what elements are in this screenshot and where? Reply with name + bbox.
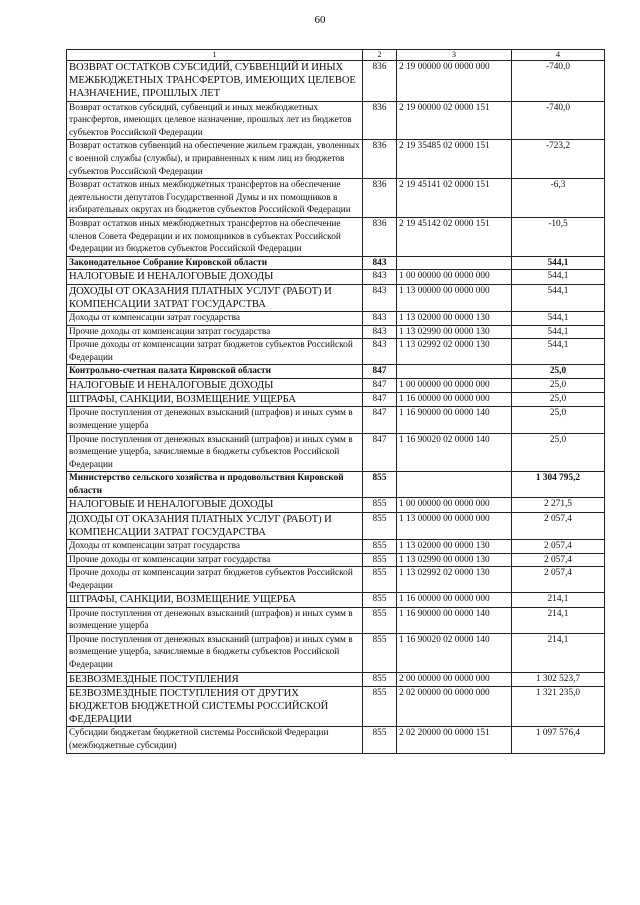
row-name-cell: НАЛОГОВЫЕ И НЕНАЛОГОВЫЕ ДОХОДЫ xyxy=(67,378,363,392)
row-admin-code-cell: 855 xyxy=(363,498,397,512)
row-amount-cell: 544,1 xyxy=(512,311,605,325)
row-admin-code-cell: 836 xyxy=(363,140,397,179)
table-row xyxy=(67,339,605,365)
column-number-row xyxy=(67,50,605,61)
row-budget-code-cell: 1 16 90000 00 0000 140 xyxy=(397,407,512,433)
row-admin-code-cell: 855 xyxy=(363,686,397,727)
row-name-cell: БЕЗВОЗМЕЗДНЫЕ ПОСТУПЛЕНИЯ ОТ ДРУГИХ БЮДЖЕТОВ БЮДЖЕТНОЙ СИСТЕМЫ РОССИЙСКОЙ ФЕДЕРАЦИИ xyxy=(67,686,363,727)
row-budget-code-cell: 1 16 90020 02 0000 140 xyxy=(397,433,512,472)
table-row xyxy=(67,101,605,140)
column-number-2: 2 xyxy=(363,50,397,61)
row-admin-code-cell: 855 xyxy=(363,472,397,498)
row-name-cell: Прочие поступления от денежных взысканий (штрафов) и иных сумм в возмещение ущерба xyxy=(67,407,363,433)
row-amount-cell: 2 057,4 xyxy=(512,512,605,539)
row-admin-code-cell: 847 xyxy=(363,393,397,407)
row-amount-cell: -740,0 xyxy=(512,101,605,140)
table-row xyxy=(67,378,605,392)
row-budget-code-cell: 1 00 00000 00 0000 000 xyxy=(397,378,512,392)
table-row xyxy=(67,284,605,311)
row-amount-cell: -10,5 xyxy=(512,217,605,256)
row-amount-cell: 2 057,4 xyxy=(512,567,605,593)
row-budget-code-cell: 1 16 00000 00 0000 000 xyxy=(397,393,512,407)
row-budget-code-cell: 1 13 02990 00 0000 130 xyxy=(397,553,512,567)
table-row xyxy=(67,140,605,179)
row-budget-code-cell: 2 02 20000 00 0000 151 xyxy=(397,727,512,753)
row-admin-code-cell: 855 xyxy=(363,567,397,593)
row-name-cell: БЕЗВОЗМЕЗДНЫЕ ПОСТУПЛЕНИЯ xyxy=(67,672,363,686)
row-amount-cell: 544,1 xyxy=(512,325,605,339)
row-name-cell: Доходы от компенсации затрат государства xyxy=(67,311,363,325)
row-budget-code-cell: 1 16 90020 02 0000 140 xyxy=(397,633,512,672)
row-name-cell: Субсидии бюджетам бюджетной системы Российской Федерации (межбюджетные субсидии) xyxy=(67,727,363,753)
table-row xyxy=(67,540,605,554)
column-number-1: 1 xyxy=(67,50,363,61)
row-admin-code-cell: 855 xyxy=(363,727,397,753)
table-row xyxy=(67,686,605,727)
row-budget-code-cell: 2 02 00000 00 0000 000 xyxy=(397,686,512,727)
table-row xyxy=(67,498,605,512)
row-name-cell: Прочие поступления от денежных взысканий (штрафов) и иных сумм в возмещение ущерба, зачисляемые в бюджеты субъектов Российской Федерации xyxy=(67,433,363,472)
row-admin-code-cell: 843 xyxy=(363,256,397,270)
row-amount-cell: 2 271,5 xyxy=(512,498,605,512)
row-admin-code-cell: 847 xyxy=(363,433,397,472)
table-row xyxy=(67,553,605,567)
row-amount-cell: 544,1 xyxy=(512,284,605,311)
column-number-4: 4 xyxy=(512,50,605,61)
row-amount-cell: 25,0 xyxy=(512,433,605,472)
table-row xyxy=(67,433,605,472)
row-amount-cell: 25,0 xyxy=(512,378,605,392)
row-admin-code-cell: 855 xyxy=(363,540,397,554)
row-budget-code-cell: 1 13 00000 00 0000 000 xyxy=(397,284,512,311)
table-row xyxy=(67,727,605,753)
row-budget-code-cell: 2 19 45141 02 0000 151 xyxy=(397,179,512,218)
row-amount-cell: 1 304 795,2 xyxy=(512,472,605,498)
row-name-cell: Возврат остатков субвенций на обеспечение жильем граждан, уволенных с военной службы (службы), и приравненных к ним лиц из бюджетов субъектов Российской Федерации xyxy=(67,140,363,179)
row-admin-code-cell: 847 xyxy=(363,365,397,379)
row-name-cell: Законодательное Собрание Кировской области xyxy=(67,256,363,270)
row-admin-code-cell: 843 xyxy=(363,311,397,325)
column-number-3: 3 xyxy=(397,50,512,61)
row-name-cell: ШТРАФЫ, САНКЦИИ, ВОЗМЕЩЕНИЕ УЩЕРБА xyxy=(67,593,363,607)
row-amount-cell: 214,1 xyxy=(512,607,605,633)
row-admin-code-cell: 855 xyxy=(363,593,397,607)
row-budget-code-cell: 1 13 02992 02 0000 130 xyxy=(397,339,512,365)
row-amount-cell: 544,1 xyxy=(512,256,605,270)
row-admin-code-cell: 843 xyxy=(363,270,397,284)
row-admin-code-cell: 843 xyxy=(363,339,397,365)
row-budget-code-cell xyxy=(397,256,512,270)
row-budget-code-cell xyxy=(397,472,512,498)
row-budget-code-cell: 1 00 00000 00 0000 000 xyxy=(397,498,512,512)
table-row xyxy=(67,61,605,102)
table-row xyxy=(67,393,605,407)
row-amount-cell: 25,0 xyxy=(512,393,605,407)
table-row xyxy=(67,270,605,284)
row-amount-cell: 25,0 xyxy=(512,365,605,379)
row-amount-cell: 2 057,4 xyxy=(512,553,605,567)
row-name-cell: Прочие поступления от денежных взысканий (штрафов) и иных сумм в возмещение ущерба xyxy=(67,607,363,633)
table-row xyxy=(67,633,605,672)
revenue-table xyxy=(66,49,605,754)
row-admin-code-cell: 855 xyxy=(363,553,397,567)
table-row xyxy=(67,311,605,325)
row-admin-code-cell: 836 xyxy=(363,179,397,218)
row-amount-cell: 1 321 235,0 xyxy=(512,686,605,727)
row-budget-code-cell: 1 16 00000 00 0000 000 xyxy=(397,593,512,607)
table-row xyxy=(67,567,605,593)
row-amount-cell: -6,3 xyxy=(512,179,605,218)
row-budget-code-cell: 1 13 00000 00 0000 000 xyxy=(397,512,512,539)
table-row xyxy=(67,593,605,607)
table-row xyxy=(67,472,605,498)
table-row xyxy=(67,217,605,256)
row-budget-code-cell xyxy=(397,365,512,379)
row-amount-cell: 544,1 xyxy=(512,339,605,365)
row-admin-code-cell: 836 xyxy=(363,61,397,102)
row-name-cell: Контрольно-счетная палата Кировской области xyxy=(67,365,363,379)
row-admin-code-cell: 843 xyxy=(363,284,397,311)
row-name-cell: Прочие доходы от компенсации затрат государства xyxy=(67,553,363,567)
row-name-cell: Прочие доходы от компенсации затрат государства xyxy=(67,325,363,339)
table-row xyxy=(67,672,605,686)
row-budget-code-cell: 1 13 02992 02 0000 130 xyxy=(397,567,512,593)
row-name-cell: ДОХОДЫ ОТ ОКАЗАНИЯ ПЛАТНЫХ УСЛУГ (РАБОТ) И КОМПЕНСАЦИИ ЗАТРАТ ГОСУДАРСТВА xyxy=(67,284,363,311)
row-name-cell: Возврат остатков иных межбюджетных трансфертов на обеспечение деятельности депутатов Государственной Думы и их помощников в избирательных округах из бюджетов субъектов Российской Федерации xyxy=(67,179,363,218)
row-budget-code-cell: 2 19 00000 00 0000 000 xyxy=(397,61,512,102)
row-name-cell: Прочие поступления от денежных взысканий (штрафов) и иных сумм в возмещение ущерба, зачисляемые в бюджеты субъектов Российской Федерации xyxy=(67,633,363,672)
row-amount-cell: 2 057,4 xyxy=(512,540,605,554)
table-row xyxy=(67,325,605,339)
row-budget-code-cell: 2 00 00000 00 0000 000 xyxy=(397,672,512,686)
row-budget-code-cell: 1 13 02000 00 0000 130 xyxy=(397,540,512,554)
row-amount-cell: 1 302 523,7 xyxy=(512,672,605,686)
row-name-cell: ШТРАФЫ, САНКЦИИ, ВОЗМЕЩЕНИЕ УЩЕРБА xyxy=(67,393,363,407)
row-admin-code-cell: 855 xyxy=(363,633,397,672)
row-name-cell: НАЛОГОВЫЕ И НЕНАЛОГОВЫЕ ДОХОДЫ xyxy=(67,498,363,512)
row-budget-code-cell: 1 13 02990 00 0000 130 xyxy=(397,325,512,339)
row-name-cell: Доходы от компенсации затрат государства xyxy=(67,540,363,554)
row-admin-code-cell: 855 xyxy=(363,672,397,686)
table-row xyxy=(67,365,605,379)
row-admin-code-cell: 843 xyxy=(363,325,397,339)
row-budget-code-cell: 2 19 00000 02 0000 151 xyxy=(397,101,512,140)
row-name-cell: ВОЗВРАТ ОСТАТКОВ СУБСИДИЙ, СУБВЕНЦИЙ И ИНЫХ МЕЖБЮДЖЕТНЫХ ТРАНСФЕРТОВ, ИМЕЮЩИХ ЦЕЛЕВОЕ НАЗНАЧЕНИЕ, ПРОШЛЫХ ЛЕТ xyxy=(67,61,363,102)
row-budget-code-cell: 1 00 00000 00 0000 000 xyxy=(397,270,512,284)
row-budget-code-cell: 2 19 45142 02 0000 151 xyxy=(397,217,512,256)
row-amount-cell: 1 097 576,4 xyxy=(512,727,605,753)
row-budget-code-cell: 1 13 02000 00 0000 130 xyxy=(397,311,512,325)
row-admin-code-cell: 847 xyxy=(363,378,397,392)
row-admin-code-cell: 855 xyxy=(363,607,397,633)
row-name-cell: Министерство сельского хозяйства и продовольствия Кировской области xyxy=(67,472,363,498)
row-name-cell: НАЛОГОВЫЕ И НЕНАЛОГОВЫЕ ДОХОДЫ xyxy=(67,270,363,284)
row-name-cell: Возврат остатков субсидий, субвенций и иных межбюджетных трансфертов, имеющих целевое назначение, прошлых лет из бюджетов субъектов Российской Федерации xyxy=(67,101,363,140)
row-admin-code-cell: 836 xyxy=(363,101,397,140)
row-amount-cell: -723,2 xyxy=(512,140,605,179)
row-amount-cell: 544,1 xyxy=(512,270,605,284)
table-row xyxy=(67,179,605,218)
row-amount-cell: -740,0 xyxy=(512,61,605,102)
row-budget-code-cell: 2 19 35485 02 0000 151 xyxy=(397,140,512,179)
row-name-cell: ДОХОДЫ ОТ ОКАЗАНИЯ ПЛАТНЫХ УСЛУГ (РАБОТ) И КОМПЕНСАЦИИ ЗАТРАТ ГОСУДАРСТВА xyxy=(67,512,363,539)
table-row xyxy=(67,512,605,539)
row-name-cell: Прочие доходы от компенсации затрат бюджетов субъектов Российской Федерации xyxy=(67,567,363,593)
row-budget-code-cell: 1 16 90000 00 0000 140 xyxy=(397,607,512,633)
table-row xyxy=(67,607,605,633)
page-number: 60 xyxy=(314,14,326,26)
table-row xyxy=(67,256,605,270)
row-name-cell: Прочие доходы от компенсации затрат бюджетов субъектов Российской Федерации xyxy=(67,339,363,365)
row-amount-cell: 214,1 xyxy=(512,633,605,672)
row-admin-code-cell: 836 xyxy=(363,217,397,256)
row-admin-code-cell: 855 xyxy=(363,512,397,539)
table-row xyxy=(67,407,605,433)
row-admin-code-cell: 847 xyxy=(363,407,397,433)
row-name-cell: Возврат остатков иных межбюджетных трансфертов на обеспечение членов Совета Федерации и их помощников в субъектах Российской Федерации из бюджетов субъектов Российской Федерации xyxy=(67,217,363,256)
row-amount-cell: 25,0 xyxy=(512,407,605,433)
row-amount-cell: 214,1 xyxy=(512,593,605,607)
